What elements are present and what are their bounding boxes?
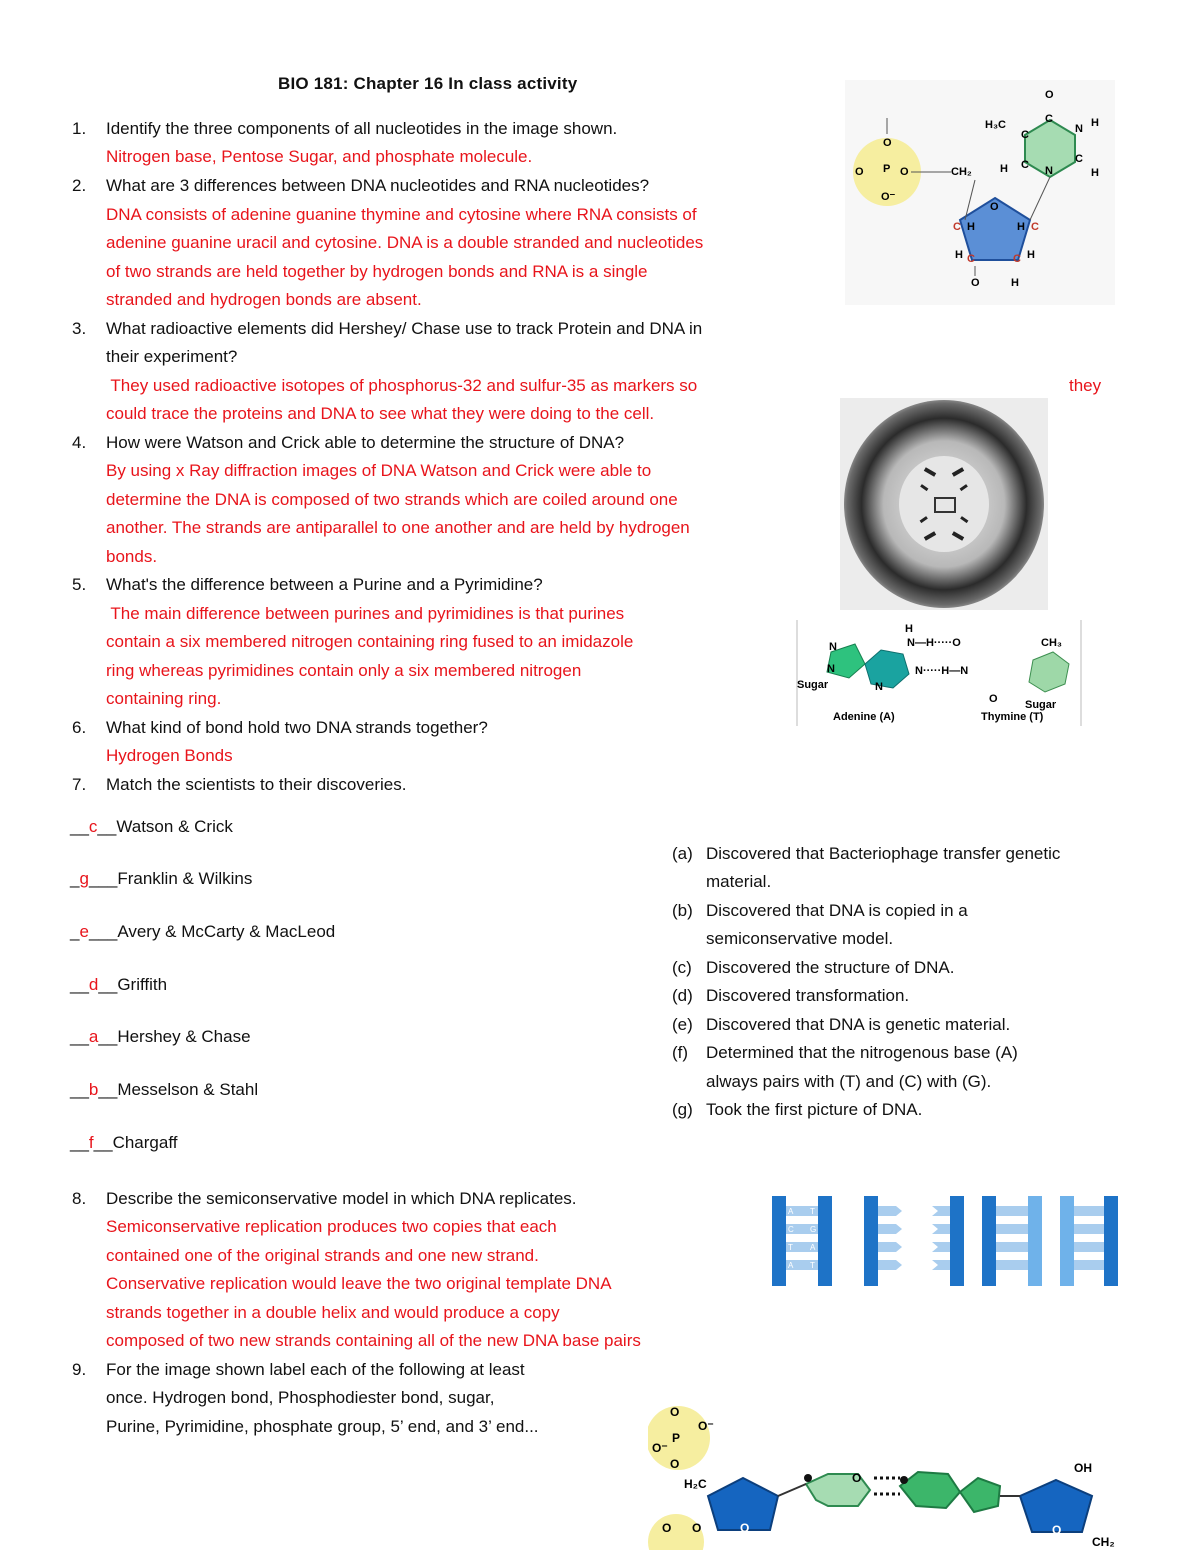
question-number: 9. bbox=[72, 1360, 87, 1379]
svg-text:C: C bbox=[788, 1225, 794, 1234]
answer-3-tail: they bbox=[1069, 376, 1102, 395]
answer-8-line-5: composed of two new strands containing all of the new DNA base pairs bbox=[106, 1331, 641, 1350]
answer-5-line-4: containing ring. bbox=[106, 689, 222, 708]
question-number: 4. bbox=[72, 433, 87, 452]
question-number: 6. bbox=[72, 718, 87, 737]
scientist-name: Avery & McCarty & MacLeod bbox=[117, 922, 336, 941]
svg-text:A: A bbox=[788, 1207, 794, 1216]
svg-text:C: C bbox=[1045, 113, 1053, 125]
svg-text:Thymine (T): Thymine (T) bbox=[981, 711, 1044, 723]
svg-text:O: O bbox=[692, 1521, 702, 1535]
question-number: 1. bbox=[72, 119, 87, 138]
svg-text:O: O bbox=[971, 277, 980, 289]
answer-4-line-2: determine the DNA is composed of two strands which are coiled around one bbox=[106, 490, 678, 509]
svg-text:N: N bbox=[875, 681, 883, 693]
svg-text:O⁻: O⁻ bbox=[652, 1441, 668, 1455]
answer-8-line-4: strands together in a double helix and would produce a copy bbox=[106, 1303, 560, 1322]
discovery-a: (a) Discovered that Bacteriophage transfer genetic bbox=[672, 844, 1061, 863]
scientist-name: Hershey & Chase bbox=[117, 1027, 251, 1046]
question-number: 7. bbox=[72, 775, 87, 794]
answer-5-line-3: ring whereas pyrimidines contain only a six membered nitrogen bbox=[106, 661, 582, 680]
match-answer[interactable]: a bbox=[88, 1027, 99, 1046]
svg-text:A: A bbox=[788, 1261, 794, 1270]
svg-text:T: T bbox=[788, 1243, 793, 1252]
discovery-a-line-2: material. bbox=[706, 872, 772, 891]
answer-2-line-3: of two strands are held together by hydrogen bonds and RNA is a single bbox=[106, 262, 648, 281]
svg-text:P: P bbox=[883, 163, 891, 175]
match-item-hershey-chase: __a__Hershey & Chase bbox=[70, 1027, 251, 1046]
parent-double-strand bbox=[772, 1196, 832, 1286]
match-answer[interactable]: d bbox=[88, 975, 99, 994]
question-4 bbox=[72, 429, 624, 458]
scientist-name: Messelson & Stahl bbox=[117, 1080, 259, 1099]
svg-text:O: O bbox=[989, 693, 998, 705]
svg-text:H: H bbox=[1017, 221, 1025, 233]
svg-text:O: O bbox=[900, 166, 909, 178]
svg-text:H₂C: H₂C bbox=[684, 1477, 707, 1491]
svg-text:O: O bbox=[883, 137, 892, 149]
match-item-franklin-wilkins: _g___Franklin & Wilkins bbox=[70, 869, 253, 888]
match-item-avery: _e___Avery & McCarty & MacLeod bbox=[70, 922, 336, 941]
match-answer[interactable]: g bbox=[79, 869, 89, 888]
svg-text:O: O bbox=[670, 1405, 680, 1419]
answer-2-line-2: adenine guanine uracil and cytosine. DNA is a double stranded and nucleotides bbox=[106, 233, 704, 252]
svg-text:H₃C: H₃C bbox=[985, 119, 1006, 131]
question-9 bbox=[72, 1356, 525, 1385]
svg-text:H: H bbox=[1011, 277, 1019, 289]
svg-text:N: N bbox=[1075, 123, 1083, 135]
svg-text:O: O bbox=[1052, 1523, 1062, 1537]
question-text: What kind of bond hold two DNA strands together? bbox=[106, 718, 488, 737]
svg-text:O: O bbox=[670, 1457, 680, 1471]
match-answer[interactable]: e bbox=[79, 922, 89, 941]
question-text: What radioactive elements did Hershey/ Chase use to track Protein and DNA in bbox=[106, 319, 703, 338]
discovery-f: (f) Determined that the nitrogenous base (A) bbox=[672, 1043, 1018, 1062]
question-text: Identify the three components of all nucleotides in the image shown. bbox=[106, 119, 618, 138]
daughter-helix-1 bbox=[982, 1196, 1042, 1286]
answer-4-line-4: bonds. bbox=[106, 547, 158, 566]
svg-text:H: H bbox=[905, 623, 913, 635]
svg-text:O: O bbox=[855, 166, 864, 178]
question-number: 5. bbox=[72, 575, 87, 594]
dna-strand-labeling-figure bbox=[648, 1400, 1128, 1550]
svg-text:H: H bbox=[1027, 249, 1035, 261]
svg-text:O: O bbox=[990, 201, 999, 213]
svg-text:O: O bbox=[852, 1471, 862, 1485]
adenine-thymine-basepair-figure bbox=[793, 620, 1085, 728]
svg-text:O: O bbox=[740, 1521, 750, 1535]
svg-text:N: N bbox=[827, 663, 835, 675]
svg-text:O: O bbox=[662, 1521, 672, 1535]
discovery-f-line-2: always pairs with (T) and (C) with (G). bbox=[706, 1072, 992, 1091]
match-answer[interactable]: c bbox=[88, 817, 98, 836]
question-3 bbox=[72, 315, 702, 344]
discovery-d: (d) Discovered transformation. bbox=[672, 986, 910, 1005]
answer-3-line-1: They used radioactive isotopes of phosphorus-32 and sulfur-35 as markers so bbox=[106, 376, 698, 395]
answer-3-line-2: could trace the proteins and DNA to see what they were doing to the cell. bbox=[106, 404, 655, 423]
svg-text:Sugar: Sugar bbox=[1025, 699, 1057, 711]
answer-4-line-1: By using x Ray diffraction images of DNA Watson and Crick were able to bbox=[106, 461, 652, 480]
discovery-g: (g) Took the first picture of DNA. bbox=[672, 1100, 923, 1119]
svg-text:O: O bbox=[1045, 89, 1054, 101]
svg-text:H: H bbox=[1091, 117, 1099, 129]
svg-text:CH₃: CH₃ bbox=[1041, 637, 1062, 649]
question-1 bbox=[72, 115, 617, 144]
svg-text:C: C bbox=[1021, 129, 1029, 141]
question-text: What are 3 differences between DNA nucleotides and RNA nucleotides? bbox=[106, 176, 650, 195]
question-number: 3. bbox=[72, 319, 87, 338]
answer-8-line-1: Semiconservative replication produces two copies that each bbox=[106, 1217, 557, 1236]
page-title: BIO 181: Chapter 16 In class activity bbox=[278, 74, 578, 93]
match-answer[interactable]: f bbox=[88, 1133, 94, 1152]
svg-text:H: H bbox=[1000, 163, 1008, 175]
svg-text:Adenine (A): Adenine (A) bbox=[833, 711, 895, 723]
svg-text:H: H bbox=[967, 221, 975, 233]
scientist-name: Franklin & Wilkins bbox=[117, 869, 253, 888]
question-text: What's the difference between a Purine and a Pyrimidine? bbox=[106, 575, 543, 594]
svg-text:O⁻: O⁻ bbox=[698, 1419, 714, 1433]
answer-2-line-4: stranded and hydrogen bonds are absent. bbox=[106, 290, 422, 309]
dna-replication-figure bbox=[770, 1192, 1120, 1290]
match-item-griffith: __d__Griffith bbox=[70, 975, 168, 994]
svg-text:C: C bbox=[1075, 153, 1083, 165]
match-item-watson-crick: __c__Watson & Crick bbox=[70, 817, 233, 836]
answer-8-line-2: contained one of the original strands and one new strand. bbox=[106, 1246, 539, 1265]
xray-diffraction-image bbox=[840, 398, 1048, 610]
svg-text:CH₂: CH₂ bbox=[951, 166, 972, 178]
answer-1-line-1: Nitrogen base, Pentose Sugar, and phosphate molecule. bbox=[106, 147, 533, 166]
svg-text:G: G bbox=[810, 1225, 817, 1234]
svg-text:C: C bbox=[1021, 159, 1029, 171]
daughter-helix-2 bbox=[1060, 1196, 1118, 1286]
svg-text:H: H bbox=[955, 249, 963, 261]
svg-text:Sugar: Sugar bbox=[797, 679, 829, 691]
match-item-messelson-stahl: __b__Messelson & Stahl bbox=[70, 1080, 259, 1099]
answer-2-line-1: DNA consists of adenine guanine thymine and cytosine where RNA consists of bbox=[106, 205, 697, 224]
answer-4-line-3: another. The strands are antiparallel to one another and are held by hydrogen bbox=[106, 518, 690, 537]
scientist-name: Watson & Crick bbox=[116, 817, 233, 836]
svg-text:T: T bbox=[810, 1207, 815, 1216]
svg-text:N: N bbox=[1045, 165, 1053, 177]
question-9-line-2: once. Hydrogen bond, Phosphodiester bond, sugar, bbox=[106, 1388, 495, 1407]
svg-text:N: N bbox=[829, 641, 837, 653]
svg-text:A: A bbox=[810, 1243, 816, 1252]
discovery-c: (c) Discovered the structure of DNA. bbox=[672, 958, 955, 977]
svg-text:O⁻: O⁻ bbox=[881, 191, 896, 203]
svg-text:C: C bbox=[967, 253, 975, 265]
svg-text:N—H·····O: N—H·····O bbox=[907, 637, 961, 649]
question-9-line-3: Purine, Pyrimidine, phosphate group, 5’ end, and 3’ end... bbox=[106, 1417, 539, 1436]
svg-text:C: C bbox=[1031, 221, 1039, 233]
svg-text:C: C bbox=[1013, 253, 1021, 265]
nucleotide-structure-figure bbox=[845, 80, 1115, 305]
question-5 bbox=[72, 571, 543, 600]
scientist-name: Chargaff bbox=[112, 1133, 178, 1152]
question-text: How were Watson and Crick able to determine the structure of DNA? bbox=[106, 433, 625, 452]
question-text: For the image shown label each of the following at least bbox=[106, 1360, 525, 1379]
answer-5-line-1: The main difference between purines and pyrimidines is that purines bbox=[106, 604, 625, 623]
match-answer[interactable]: b bbox=[88, 1080, 99, 1099]
question-8 bbox=[72, 1185, 577, 1214]
question-text: Match the scientists to their discoveries. bbox=[106, 775, 407, 794]
answer-5-line-2: contain a six membered nitrogen containing ring fused to an imidazole bbox=[106, 632, 634, 651]
svg-text:N·····H—N: N·····H—N bbox=[915, 665, 969, 677]
question-number: 2. bbox=[72, 176, 87, 195]
separated-strand-left bbox=[864, 1196, 902, 1286]
discovery-e: (e) Discovered that DNA is genetic material. bbox=[672, 1015, 1011, 1034]
question-7 bbox=[72, 771, 406, 800]
svg-text:T: T bbox=[810, 1261, 815, 1270]
discovery-b: (b) Discovered that DNA is copied in a bbox=[672, 901, 968, 920]
question-2 bbox=[72, 172, 649, 201]
discovery-b-line-2: semiconservative model. bbox=[706, 929, 894, 948]
separated-strand-right bbox=[932, 1196, 964, 1286]
question-number: 8. bbox=[72, 1189, 87, 1208]
question-6 bbox=[72, 714, 488, 743]
answer-8-line-3: Conservative replication would leave the two original template DNA bbox=[106, 1274, 612, 1293]
svg-text:C: C bbox=[953, 221, 961, 233]
scientist-name: Griffith bbox=[117, 975, 168, 994]
svg-text:OH: OH bbox=[1074, 1461, 1092, 1475]
question-text: Describe the semiconservative model in which DNA replicates. bbox=[106, 1189, 577, 1208]
answer-6-line-1: Hydrogen Bonds bbox=[106, 746, 233, 765]
svg-text:CH₂: CH₂ bbox=[1092, 1535, 1115, 1549]
svg-text:H: H bbox=[1091, 167, 1099, 179]
match-item-chargaff: __f__Chargaff bbox=[70, 1133, 178, 1152]
svg-text:P: P bbox=[672, 1431, 681, 1445]
question-3-line-2: their experiment? bbox=[106, 347, 238, 366]
